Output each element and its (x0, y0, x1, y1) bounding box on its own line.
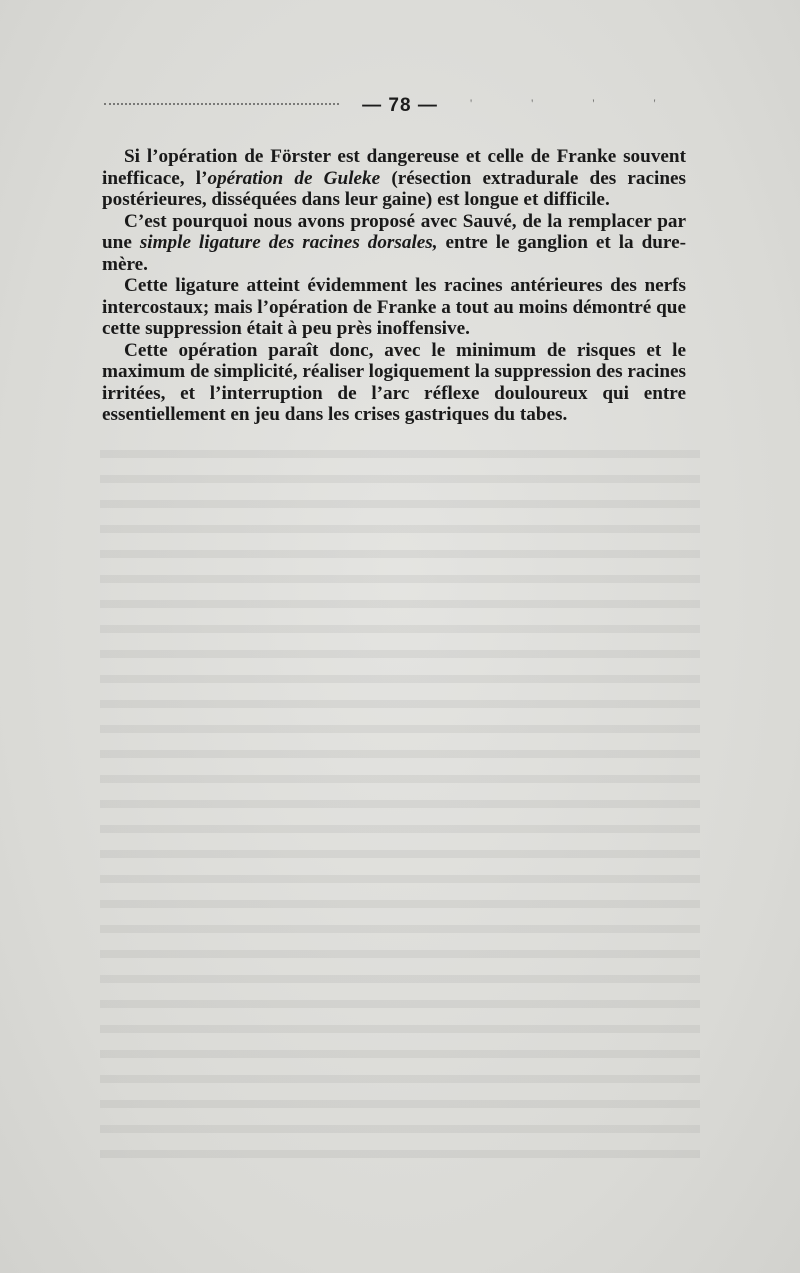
paragraph-2 (102, 211, 686, 276)
paragraph-1 (102, 146, 686, 211)
paragraph-text: (résection extradurale des racines postérieures, disséquées dans leur gaine) est longue et difficile. (102, 167, 686, 210)
paragraph-3 (102, 275, 686, 340)
emphasis-text: opération de Guleke (207, 167, 381, 189)
paragraph-text: Cette ligature atteint évidemment les racines antérieures des nerfs intercostaux; mais l’opération de Franke a tout au moins démontré que cette suppression était à peu près inoffensive. (102, 275, 686, 339)
paragraph-text: Cette opération paraît donc, avec le minimum de risques et le maximum de simplicité, réaliser logiquement la suppression des racines irritées, et l’interruption de l’arc réflexe douloureux qui entre essentiellement en jeu dans les crises gastriques du tabes. (102, 339, 686, 425)
emphasis-text: simple ligature des racines dorsales, (139, 232, 438, 253)
paragraph-text: Si l’opération de Förster est dangereuse et celle de Franke souvent inefficace, l’ (102, 146, 686, 189)
page-number: — 78 — (362, 95, 438, 116)
reverse-side-bleed-through (100, 440, 700, 1160)
paragraph-text: C’est pourquoi nous avons proposé avec Sauvé, de la remplacer par une (102, 210, 686, 253)
body-text (102, 146, 686, 426)
paragraph-4 (102, 340, 686, 426)
paragraph-text: entre le ganglion et la dure-mère. (102, 232, 687, 275)
header-rule (104, 103, 339, 105)
header-ornament: ' ' ' ' (470, 96, 684, 110)
